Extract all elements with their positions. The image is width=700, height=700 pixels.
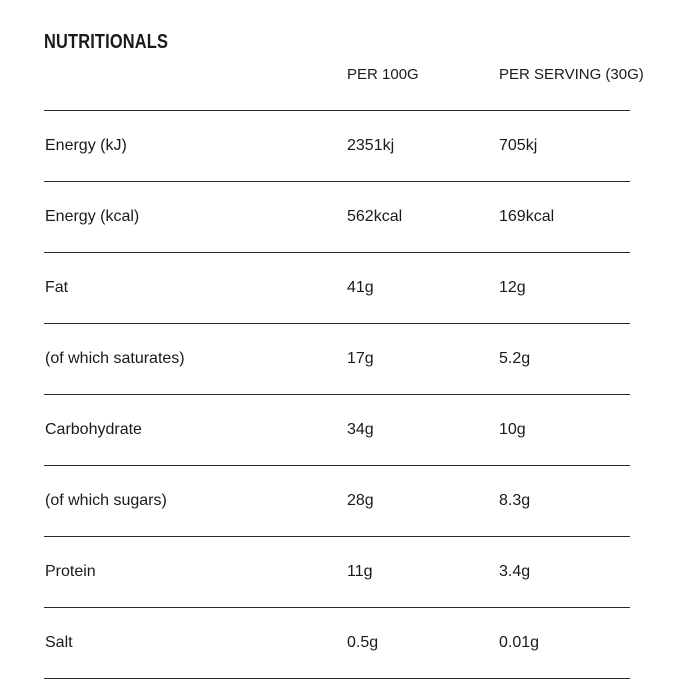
value-per-100g: 0.5g — [347, 634, 379, 651]
value-per-serving: 0.01g — [499, 634, 540, 651]
nutritionals-title: NUTRITIONALS — [44, 31, 169, 53]
value-per-100g: 562kcal — [347, 208, 403, 225]
value-per-100g: 34g — [347, 421, 374, 438]
value-per-100g: 41g — [347, 279, 374, 296]
value-per-100g: 11g — [347, 563, 373, 580]
nutrient-name: Carbohydrate — [45, 421, 142, 438]
value-per-serving: 169kcal — [499, 208, 555, 225]
value-per-serving: 3.4g — [499, 563, 531, 580]
nutrient-name: (of which sugars) — [45, 492, 167, 509]
nutrient-name: Energy (kcal) — [45, 208, 140, 225]
nutrient-name: Fat — [45, 279, 69, 296]
table-row — [44, 395, 630, 466]
table-row — [44, 324, 630, 395]
value-per-100g: 2351kj — [347, 137, 395, 154]
value-per-serving: 10g — [499, 421, 526, 438]
nutrition-table-body — [44, 111, 630, 679]
table-row — [44, 608, 630, 679]
nutrient-name: Protein — [45, 563, 96, 580]
table-row — [44, 111, 630, 182]
value-per-serving: 8.3g — [499, 492, 531, 509]
column-header-per-100g: PER 100G — [347, 66, 419, 83]
column-header-per-serving: PER SERVING (30G) — [499, 66, 644, 83]
value-per-serving: 5.2g — [499, 350, 531, 367]
table-row — [44, 253, 630, 324]
table-row — [44, 466, 630, 537]
table-header — [44, 0, 644, 111]
nutrient-name: (of which saturates) — [45, 350, 185, 367]
nutrient-name: Salt — [45, 634, 73, 651]
table-row — [44, 537, 630, 608]
table-row — [44, 182, 630, 253]
value-per-serving: 12g — [499, 279, 526, 296]
value-per-100g: 17g — [347, 350, 374, 367]
value-per-serving: 705kj — [499, 137, 538, 154]
nutrient-name: Energy (kJ) — [45, 137, 127, 154]
value-per-100g: 28g — [347, 492, 374, 509]
